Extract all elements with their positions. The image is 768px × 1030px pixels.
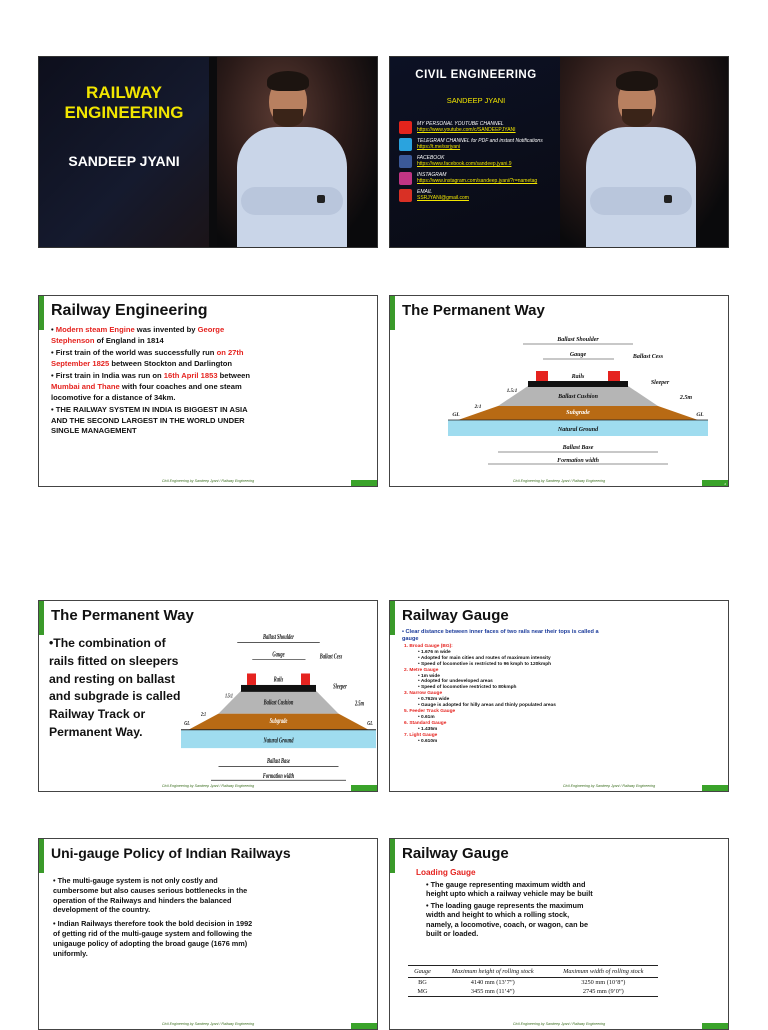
slide-permanent-way-definition	[38, 600, 378, 792]
gauge-type-heading: 6. Standard Gauge	[404, 720, 447, 726]
slide-cover	[38, 56, 378, 248]
channel-link-url[interactable]: https://www.youtube.com/c/SANDEEPJYANI	[417, 127, 516, 133]
slide-title: Railway Engineering	[51, 302, 208, 319]
slide-uni-gauge-policy	[38, 838, 378, 1030]
slide-footer: Civil Engineering by Sandeep Jyani / Railway Engineering	[161, 1022, 255, 1026]
channel-link-label: INSTAGRAM	[417, 172, 447, 178]
ballast-cushion-label: Ballast Cushion	[558, 394, 598, 400]
accent-bar	[39, 601, 44, 635]
slide-title: Uni-gauge Policy of Indian Railways	[51, 845, 291, 861]
table-row	[408, 987, 658, 997]
left-rail	[536, 371, 548, 381]
sleeper-bar	[241, 685, 316, 692]
channel-link-row[interactable]	[399, 138, 564, 151]
gauge-definition: • Clear distance between inner faces of two rails near their tops is called a gauge	[402, 629, 599, 642]
bullet-railway-system: • THE RAILWAY SYSTEM IN INDIA IS BIGGEST IN ASIA AND THE SECOND LARGEST IN THE WORLD UNDER SINGLE MANAGEMENT	[51, 405, 248, 436]
slide-footer: Civil Engineering by Sandeep Jyani / Railway Engineering	[161, 479, 255, 483]
bullet-multi-gauge-cost: • The multi-gauge system is not only costly and cumbersome but also causes serious bottlenecks in the operation of the Railways and hinders the balanced development of the country.	[53, 876, 248, 915]
gauge-type-heading: 1. Broad Gauge (BG):	[404, 644, 453, 649]
ballast-cess-label: Ballast Cess	[632, 354, 664, 360]
formation-width-label: Formation width	[557, 458, 599, 464]
table-header-cell: Gauge	[414, 968, 431, 975]
mini-gauge-diagram	[612, 631, 674, 671]
table-cell: 4140 mm (13’7”)	[470, 979, 515, 986]
slide-title: Railway Gauge	[402, 607, 509, 624]
channel-link-row[interactable]	[399, 172, 564, 185]
gauge-label: Gauge	[569, 352, 587, 358]
gauge-type-list	[404, 644, 624, 744]
cover-title-line1: RAILWAY	[86, 83, 162, 102]
gauge-type-detail: • Adopted for undeveloped areas	[418, 679, 493, 685]
subgrade-label: Subgrade	[269, 718, 288, 726]
channel-link-url[interactable]: SSRJYANI@gmail.com	[417, 195, 469, 201]
gauge-type-detail: • 0.61m	[418, 714, 435, 720]
slide-footer: Civil Engineering by Sandeep Jyani / Railway Engineering	[512, 479, 606, 483]
accent-bar	[39, 296, 44, 330]
gl-right-label: GL	[696, 412, 704, 418]
bullet-steam-engine: • Modern steam Engine was invented by George Stephenson of England in 1814	[51, 325, 225, 345]
ballast-slope-label: 1.5:1	[225, 694, 233, 700]
slide-railway-engineering	[38, 295, 378, 487]
loading-gauge-subtitle: Loading Gauge	[416, 868, 476, 877]
natural-ground-label: Natural Ground	[263, 737, 294, 745]
rails-label: Rails	[273, 676, 284, 684]
sleeper-bar	[528, 381, 628, 387]
gauge-type-detail: • 1.676 m wide	[418, 649, 451, 655]
subgrade-label: Subgrade	[566, 410, 590, 416]
table-cell: 3250 mm (10’8”)	[581, 979, 626, 986]
channels-title: CIVIL ENGINEERING	[415, 69, 537, 81]
right-rail	[608, 371, 620, 381]
gl-right-label: GL	[367, 720, 373, 728]
bullet-first-train-world: • First train of the world was successfully run on 27th September 1825 between Stockton and Darlington	[51, 348, 244, 368]
slide-railway-gauge-types	[389, 600, 729, 792]
track-cross-section	[181, 631, 376, 786]
right-rail	[301, 673, 310, 684]
channel-link-label: MY PERSONAL YOUTUBE CHANNEL	[417, 121, 504, 127]
ballast-slope-label: 1.5:1	[506, 389, 518, 394]
channel-link-label: EMAIL	[417, 189, 433, 195]
accent-bar	[390, 601, 395, 635]
table-header-cell: Maximum height of rolling stock	[451, 968, 534, 975]
instagram-icon	[399, 172, 412, 185]
gauge-type-detail: • 1m wide	[418, 673, 440, 679]
channel-link-list	[399, 121, 564, 206]
channel-link-url[interactable]: https://t.me/ssrjyani	[417, 144, 461, 150]
shoulder-width-label: 2.5m	[354, 700, 365, 708]
presenter-photo	[217, 57, 377, 247]
footer-marker: 2	[702, 480, 728, 486]
youtube-icon	[399, 121, 412, 134]
gl-left-label: GL	[452, 412, 460, 418]
channel-link-row[interactable]	[399, 189, 564, 202]
gauge-type-heading: 2. Metre Gauge	[404, 667, 439, 673]
table-cell: MG	[417, 988, 428, 995]
slope-ratio-label: 2:1	[474, 405, 482, 410]
slide-title: The Permanent Way	[51, 607, 194, 624]
channels-author: SANDEEP JYANI	[446, 96, 506, 105]
channel-link-url[interactable]: https://www.facebook.com/sandeep.jyani.9	[417, 161, 512, 167]
left-rail	[247, 673, 256, 684]
ballast-cushion-label: Ballast Cushion	[263, 699, 294, 707]
email-icon	[399, 189, 412, 202]
gauge-type-heading: 3. Narrow Gauge	[404, 691, 443, 697]
facebook-icon	[399, 155, 412, 168]
bullet-loading-gauge-def: • The gauge representing maximum width and height upto which a railway vehicle may be built	[426, 880, 593, 899]
bullet-unigauge-decision: • Indian Railways therefore took the bold decision in 1992 of getting rid of the multi-gauge system and following the unigauge policy of adopting the broad gauge (1676 mm) uniformly.	[53, 919, 253, 958]
telegram-icon	[399, 138, 412, 151]
cover-title-line2: ENGINEERING	[64, 103, 184, 122]
ballast-cess-label: Ballast Cess	[319, 653, 343, 661]
ballast-shoulder-label: Ballast Shoulder	[262, 634, 295, 642]
slide-footer: Civil Engineering by Sandeep Jyani / Railway Engineering	[161, 784, 255, 788]
slide-loading-gauge	[389, 838, 729, 1030]
definition-text: •The combination of rails fitted on sleepers and resting on ballast and subgrade is called Railway Track or Permanent Way.	[49, 636, 181, 739]
table-header-cell: Maximum width of rolling stock	[563, 968, 644, 975]
gauge-type-heading: 7. Light Gauge	[404, 732, 438, 738]
slide-footer: Civil Engineering by Sandeep Jyani / Railway Engineering	[562, 784, 656, 788]
sleeper-label: Sleeper	[650, 380, 670, 386]
gauge-label: Gauge	[272, 651, 285, 659]
formation-width-label: Formation width	[262, 773, 295, 781]
gl-left-label: GL	[184, 720, 190, 728]
slope-ratio-label: 2:1	[201, 712, 206, 719]
gauge-type-detail: • Speed of locomotive restricted to 80kmph	[418, 685, 517, 691]
table-cell: 3455 mm (11’4”)	[470, 988, 515, 995]
table-cell: 2745 mm (9’0”)	[582, 988, 624, 995]
slide-permanent-way-diagram	[389, 295, 729, 487]
shoulder-width-label: 2.5m	[679, 395, 693, 401]
accent-bar	[390, 839, 395, 873]
gauge-type-detail: • 0.762m wide	[418, 697, 450, 703]
bullet-loading-gauge-detail: • The loading gauge represents the maximum width and height to which a rolling stock, namely, a locomotive, coach, or wagon, can be built or loaded.	[426, 900, 589, 939]
natural-ground-label: Natural Ground	[557, 427, 599, 433]
cover-author: SANDEEP JYANI	[68, 153, 180, 169]
presenter-photo-2	[560, 57, 728, 247]
ballast-shoulder-label: Ballast Shoulder	[557, 337, 599, 343]
gauge-type-detail: • 1.435m	[418, 726, 438, 732]
channel-link-row[interactable]	[399, 121, 564, 134]
accent-bar	[39, 839, 44, 873]
slide-title: Railway Gauge	[402, 845, 509, 862]
channel-link-row[interactable]	[399, 155, 564, 168]
slide-footer: Civil Engineering by Sandeep Jyani / Railway Engineering	[512, 1022, 606, 1026]
channel-link-url[interactable]: https://www.instagram.com/sandeep.jyani/?r=nametag	[417, 178, 538, 184]
channel-link-label: TELEGRAM CHANNEL for PDF and instant Notifications	[417, 138, 543, 144]
channel-link-label: FACEBOOK	[417, 155, 445, 161]
ballast-base-label: Ballast Base	[266, 758, 291, 766]
accent-bar	[390, 296, 395, 330]
gauge-type-heading: 5. Feeder Track Gauge	[404, 708, 456, 714]
sleeper-label: Sleeper	[333, 683, 347, 691]
gauge-type-detail: • Gauge is adopted for hilly areas and thinly populated areas	[418, 703, 556, 709]
loading-gauge-table	[408, 965, 658, 997]
gauge-type-detail: • 0.610m	[418, 738, 438, 744]
slide-channels	[389, 56, 729, 248]
gauge-type-detail: • Adopted for main cities and routes of maximum intensity	[418, 655, 551, 661]
footer-marker	[351, 785, 377, 791]
ballast-base-label: Ballast Base	[562, 445, 594, 451]
mini-gauge-diagram	[610, 871, 672, 911]
rails-label: Rails	[571, 374, 585, 380]
table-cell: BG	[418, 979, 427, 986]
footer-marker	[702, 785, 728, 791]
slide-title: The Permanent Way	[402, 302, 545, 319]
gauge-type-detail: • Speed of locomotive is restricted to 96 kmph to 120kmph	[418, 661, 552, 667]
track-cross-section	[448, 334, 708, 469]
bullet-first-train-india: • First train in India was run on 16th April 1853 between Mumbai and Thane with four coaches and one steam locomotive for a distance of 34km.	[51, 371, 251, 402]
table-row	[408, 978, 658, 988]
footer-marker	[351, 480, 377, 486]
